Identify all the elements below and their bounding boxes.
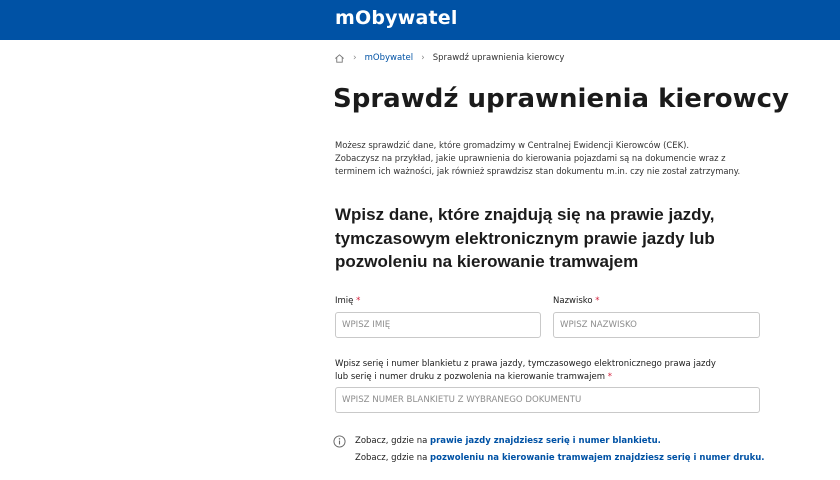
info-line-text: Zobacz, gdzie na	[355, 453, 431, 463]
last-name-input[interactable]	[553, 312, 760, 338]
breadcrumb-current: Sprawdź uprawnienia kierowcy	[432, 53, 565, 63]
info-line	[355, 433, 661, 450]
first-name-label-text: Imię	[335, 296, 354, 306]
breadcrumb-home[interactable]	[334, 53, 345, 64]
chevron-right-icon: ›	[353, 53, 357, 63]
breadcrumb	[334, 51, 564, 65]
brand-logo[interactable]: mObywatel	[335, 7, 458, 29]
chevron-right-icon: ›	[421, 53, 425, 63]
intro-line: terminem ich ważności, jak również sprawdzisz stan dokumentu m.in. czy nie został zatrzymany.	[335, 166, 741, 176]
intro-text	[335, 139, 805, 178]
breadcrumb-link-mobywatel[interactable]: mObywatel	[364, 53, 414, 63]
first-name-label	[335, 296, 360, 306]
intro-line: Możesz sprawdzić dane, które gromadzimy w Centralnej Ewidencji Kierowców (CEK).	[335, 140, 689, 150]
info-icon	[333, 435, 346, 448]
last-name-label-text: Nazwisko	[553, 296, 593, 306]
intro-line: Zobaczysz na przykład, jakie uprawnienia do kierowania pojazdami są na dokumencie wraz z	[335, 153, 726, 163]
first-name-input[interactable]	[335, 312, 541, 338]
home-icon	[334, 53, 345, 64]
form-heading-line: tymczasowym elektronicznym prawie jazdy lub	[335, 228, 715, 248]
tram-permit-help-link[interactable]: pozwoleniu na kierowanie tramwajem znajdziesz serię i numer druku.	[430, 453, 765, 463]
driving-license-help-link[interactable]: prawie jazdy znajdziesz serię i numer blankietu.	[430, 436, 661, 446]
required-mark: *	[595, 296, 600, 306]
top-header-bar	[0, 0, 840, 40]
page-title: Sprawdź uprawnienia kierowcy	[333, 84, 790, 114]
required-mark: *	[356, 296, 361, 306]
last-name-label	[553, 296, 600, 306]
form-heading-line: pozwoleniu na kierowanie tramwajem	[335, 252, 639, 271]
document-number-label-line	[335, 371, 755, 384]
info-line-text: Zobacz, gdzie na	[355, 436, 431, 446]
document-number-label	[335, 358, 755, 384]
form-heading-line: Wpisz dane, które znajdują się na prawie jazdy,	[335, 205, 715, 224]
document-number-label-text: lub serię i numer druku z pozwolenia na kierowanie tramwajem	[335, 372, 605, 382]
info-line	[355, 450, 765, 467]
document-number-label-line: Wpisz serię i numer blankietu z prawa jazdy, tymczasowego elektronicznego prawa jazdy	[335, 359, 716, 369]
required-mark: *	[607, 372, 612, 382]
document-number-input[interactable]	[335, 387, 760, 413]
form-heading	[335, 203, 735, 274]
